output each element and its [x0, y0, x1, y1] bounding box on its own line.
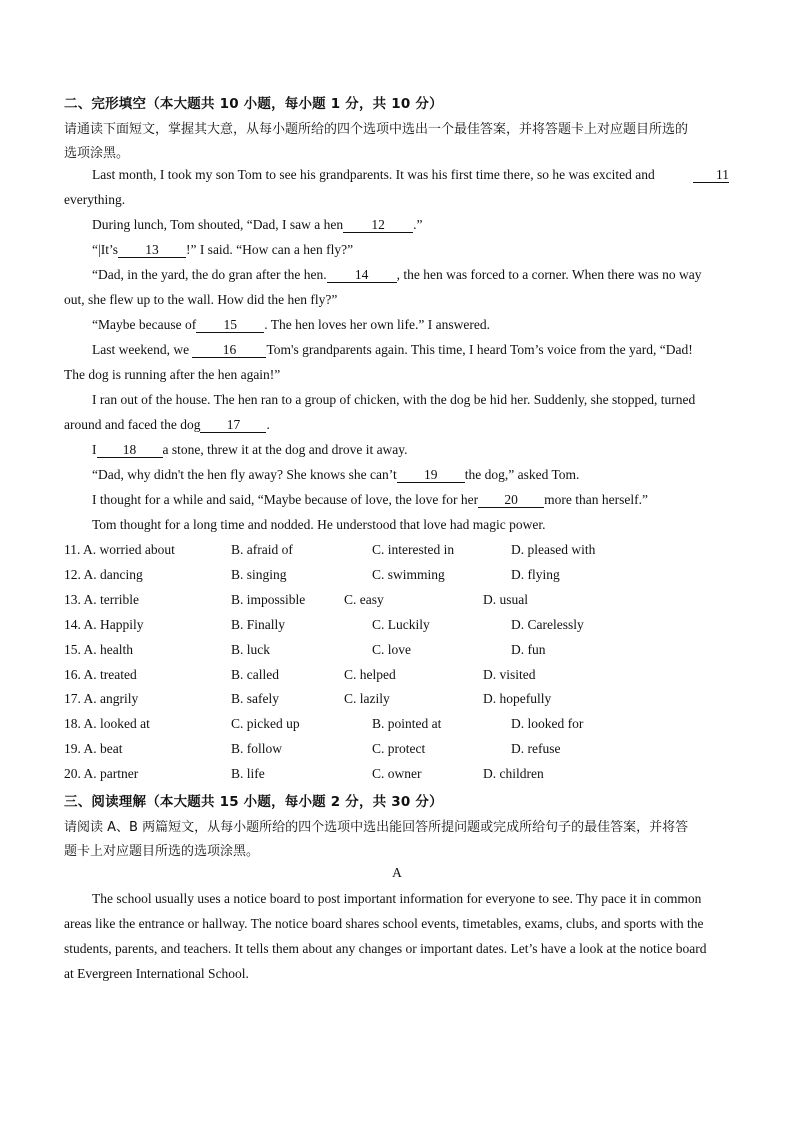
passage-line: out, she flew up to the wall. How did the hen fly?” — [64, 292, 338, 307]
option-19-a: 19. A. beat — [64, 741, 123, 757]
passage-text: Tom's grandparents again. This time, I heard Tom’s voice from the yard, “Dad! — [266, 342, 693, 357]
passage-line — [92, 342, 693, 358]
passage-line: everything. — [64, 192, 126, 207]
option-11-a: 11. A. worried about — [64, 542, 175, 557]
passage-text: around and faced the dog — [64, 417, 201, 432]
option-13-b: B. impossible — [231, 591, 306, 607]
option-18-b: C. picked up — [231, 716, 300, 732]
option-20-b: B. life — [231, 766, 265, 782]
section2-heading: 二、完形填空（本大题共 10 小题，每小题 1 分，共 10 分） — [64, 96, 443, 112]
passage-text: I thought for a while and said, “Maybe because of love, the love for her — [92, 492, 479, 507]
option-20-d: D. children — [483, 766, 544, 782]
blank-15: 15 — [196, 318, 264, 333]
passage-text: “Dad, in the yard, the do gran after the hen. — [92, 267, 327, 282]
option-12-d: D. flying — [511, 566, 560, 582]
passage-text: “Maybe because of — [92, 317, 197, 332]
option-20-a: 20. A. partner — [64, 766, 139, 782]
section2-instruction-line2: 选项涂黑。 — [64, 146, 130, 161]
passage-line — [92, 317, 490, 333]
option-19-d: D. refuse — [511, 741, 561, 757]
passage-text: Last month, I took my son Tom to see his grandparents. It was his first time there, so he was excited and — [92, 167, 655, 182]
reading-line: areas like the entrance or hallway. The notice board shares school events, timetables, exams, clubs, and sports with the — [64, 916, 704, 931]
passage-line: The dog is running after the hen again!” — [64, 367, 281, 382]
passage-text: During lunch, Tom shouted, “Dad, I saw a hen — [92, 217, 344, 232]
blank-14: 14 — [327, 268, 397, 283]
passage-text: more than herself.” — [544, 492, 648, 507]
option-11-d: D. pleased with — [511, 542, 596, 557]
passage-line — [92, 242, 353, 258]
passage-line — [92, 267, 702, 283]
option-19-c: C. protect — [372, 741, 426, 757]
option-18-a: 18. A. looked at — [64, 716, 150, 732]
option-17-c: C. lazily — [344, 691, 390, 707]
option-15-d: D. fun — [511, 641, 546, 657]
option-17-d: D. hopefully — [483, 691, 552, 707]
option-14-b: B. Finally — [231, 616, 286, 632]
option-18-c: B. pointed at — [372, 716, 442, 732]
passage-line — [92, 492, 648, 508]
option-16-a: 16. A. treated — [64, 666, 137, 682]
blank-13: 13 — [118, 243, 186, 258]
option-15-b: B. luck — [231, 641, 270, 657]
option-16-b: B. called — [231, 666, 279, 682]
option-14-a: 14. A. Happily — [64, 616, 144, 632]
passage-line — [92, 442, 408, 458]
section3-instruction-line2: 题卡上对应题目所选的选项涂黑。 — [64, 844, 260, 859]
option-17-b: B. safely — [231, 691, 279, 707]
option-14-c: C. Luckily — [372, 616, 430, 632]
passage-text: “Dad, why didn't the hen fly away? She knows she can’t — [92, 467, 397, 482]
reading-line: students, parents, and teachers. It tells them about any changes or important dates. Let’s have a look at the notice board — [64, 941, 707, 956]
passage-text: . — [266, 417, 270, 432]
reading-line: The school usually uses a notice board to post important information for everyone to see. Thy pace it in common — [92, 891, 702, 906]
reading-part-label: A — [392, 865, 402, 880]
passage-text: . The hen loves her own life.” I answered. — [264, 317, 490, 332]
option-11-c: C. interested in — [372, 542, 455, 557]
option-12-a: 12. A. dancing — [64, 566, 143, 582]
option-19-b: B. follow — [231, 741, 283, 757]
option-17-a: 17. A. angrily — [64, 691, 139, 707]
section3-heading: 三、阅读理解（本大题共 15 小题，每小题 2 分，共 30 分） — [64, 794, 443, 810]
option-16-c: C. helped — [344, 666, 396, 682]
passage-line — [92, 167, 655, 183]
passage-text: !” I said. “How can a hen fly?” — [185, 242, 354, 257]
passage-text: “|It’s — [92, 242, 118, 257]
section3-instruction-line1: 请阅读 A、B 两篇短文，从每小题所给的四个选项中选出能回答所提问题或完成所给句子的最佳答案，并将答 — [64, 820, 689, 835]
passage-line — [92, 217, 423, 233]
option-20-c: C. owner — [372, 766, 422, 782]
option-13-c: C. easy — [344, 591, 384, 607]
option-15-a: 15. A. health — [64, 641, 133, 657]
passage-text: a stone, threw it at the dog and drove it away. — [162, 442, 408, 457]
passage-line — [92, 467, 579, 483]
blank-18: 18 — [97, 443, 163, 458]
option-18-d: D. looked for — [511, 716, 584, 732]
option-12-c: C. swimming — [372, 566, 445, 582]
option-16-d: D. visited — [483, 666, 536, 682]
passage-text: , the hen was forced to a corner. When there was no way — [396, 267, 702, 282]
option-13-a: 13. A. terrible — [64, 591, 139, 607]
option-12-b: B. singing — [231, 566, 287, 582]
reading-line: at Evergreen International School. — [64, 966, 249, 981]
passage-text: the dog,” asked Tom. — [464, 467, 580, 482]
blank-11: 11 — [693, 168, 729, 183]
blank-16: 16 — [192, 343, 266, 358]
option-13-d: D. usual — [483, 591, 528, 607]
passage-line: Tom thought for a long time and nodded. He understood that love had magic power. — [92, 517, 546, 532]
passage-text: Last weekend, we — [92, 342, 190, 357]
option-11-b: B. afraid of — [231, 542, 293, 557]
blank-12: 12 — [343, 218, 413, 233]
passage-line — [64, 417, 270, 433]
blank-19: 19 — [397, 468, 465, 483]
section2-instruction-line1: 请通读下面短文，掌握其大意，从每小题所给的四个选项中选出一个最佳答案，并将答题卡上对应题目所选的 — [64, 122, 689, 137]
passage-line — [693, 167, 729, 183]
passage-line: I ran out of the house. The hen ran to a group of chicken, with the dog be hid her. Suddenly, she stopped, turned — [92, 392, 696, 407]
blank-17: 17 — [200, 418, 266, 433]
blank-20: 20 — [478, 493, 544, 508]
passage-text: .” — [413, 217, 423, 232]
option-15-c: C. love — [372, 641, 411, 657]
passage-text: I — [92, 442, 97, 457]
option-14-d: D. Carelessly — [511, 616, 584, 632]
